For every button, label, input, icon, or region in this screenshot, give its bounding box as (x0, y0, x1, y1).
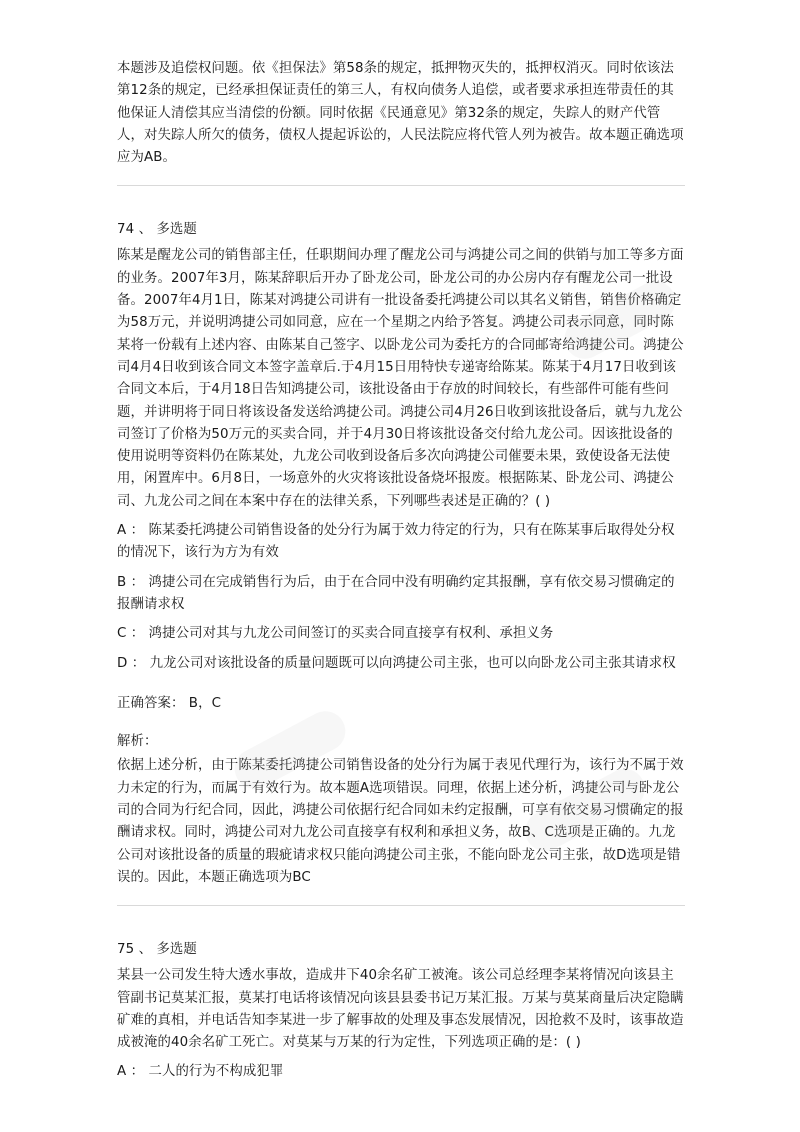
document-page (117, 58, 685, 1084)
option-c: C ： 鸿捷公司对其与九龙公司间签订的买卖合同直接享有权利、承担义务 (117, 626, 554, 642)
question-header: 75 、 多选题 (117, 942, 197, 958)
question-74 (117, 219, 685, 889)
option-a: A ： 陈某委托鸿捷公司销售设备的处分行为属于效力待定的行为，只有在陈某事后取得处分权的情况下，该行为方为有效 (117, 523, 675, 561)
option-a: A ： 二人的行为不构成犯罪 (117, 1064, 284, 1080)
question-header: 74 、 多选题 (117, 222, 197, 238)
question-stem: 陈某是醒龙公司的销售部主任，任职期间办理了醒龙公司与鸿捷公司之间的供销与加工等多方面的业务。2007年3月，陈某辞职后开办了卧龙公司，卧龙公司的办公房内存有醒龙公司一批设备。2007年4月1日，陈某对鸿捷公司讲有一批设备委托鸿捷公司以其名义销售，销售价格确定为58万元，并说明鸿捷公司如同意，应在一个星期之内给予答复。鸿捷公司表示同意，同时陈某将一份载有上述内容、由陈某自己签字、以卧龙公司为委托方的合同邮寄给鸿捷公司。鸿捷公司4月4日收到该合同文本签字盖章后.于4月15日用特快专递寄给陈某。陈某于4月17日收到该合同文本后，于4月18日告知鸿捷公司，该批设备由于存放的时间较长，有些部件可能有些问题，并讲明将于同日将该设备发送给鸿捷公司。鸿捷公司4月26日收到该批设备后，就与九龙公司签订了价格为50万元的买卖合同，并于4月30日将该批设备交付给九龙公司。因该批设备的使用说明等资料仍在陈某处，九龙公司收到设备后多次向鸿捷公司催要未果，致使设备无法使用，闲置库中。6月8日，一场意外的火灾将该批设备烧坏报废。根据陈某、卧龙公司、鸿捷公司、九龙公司之间在本案中存在的法律关系，下列哪些表述是正确的？( ) (117, 248, 684, 509)
analysis-label: 解析： (117, 734, 158, 750)
question-75 (117, 939, 685, 1083)
correct-answer: 正确答案： B，C (117, 695, 222, 711)
analysis-text: 依据上述分析，由于陈某委托鸿捷公司销售设备的处分行为属于表见代理行为，该行为不属于效力未定的行为，而属于有效行为。故本题A选项错误。同理，依据上述分析，鸿捷公司与卧龙公司的合同为行纪合同，因此，鸿捷公司依据行纪合同如未约定报酬，可享有依交易习惯确定的报酬请求权。同时，鸿捷公司对九龙公司直接享有权利和承担义务，故B、C选项是正确的。九龙公司对该批设备的质量的瑕疵请求权只能向鸿捷公司主张，不能向卧龙公司主张，故D选项是错误的。因此，本题正确选项为BC (117, 758, 684, 885)
option-b: B ： 鸿捷公司在完成销售行为后，由于在合同中没有明确约定其报酬，享有依交易习惯确定的报酬请求权 (117, 574, 675, 612)
intro-explanation: 本题涉及追偿权问题。依《担保法》第58条的规定，抵押物灭失的，抵押权消灭。同时依该法第12条的规定，已经承担保证责任的第三人，有权向债务人追偿，或者要求承担连带责任的其他保证人清偿其应当清偿的份额。同时依据《民通意见》第32条的规定，失踪人的财产代管人，对失踪人所欠的债务，债权人提起诉讼的，人民法院应将代管人列为被告。故本题正确选项应为AB。 (117, 61, 684, 166)
question-stem: 某县一公司发生特大透水事故，造成井下40余名矿工被淹。该公司总经理李某将情况向该县主管副书记莫某汇报，莫某打电话将该情况向该县县委书记万某汇报。万某与莫某商量后决定隐瞒矿难的真相，并电话告知李某进一步了解事故的处理及事态发展情况，因抢救不及时，该事故造成被淹的40余名矿工死亡。对莫某与万某的行为定性，下列选项正确的是：( ) (117, 968, 684, 1051)
option-d: D ： 九龙公司对该批设备的质量问题既可以向鸿捷公司主张，也可以向卧龙公司主张其请求权 (117, 655, 676, 671)
